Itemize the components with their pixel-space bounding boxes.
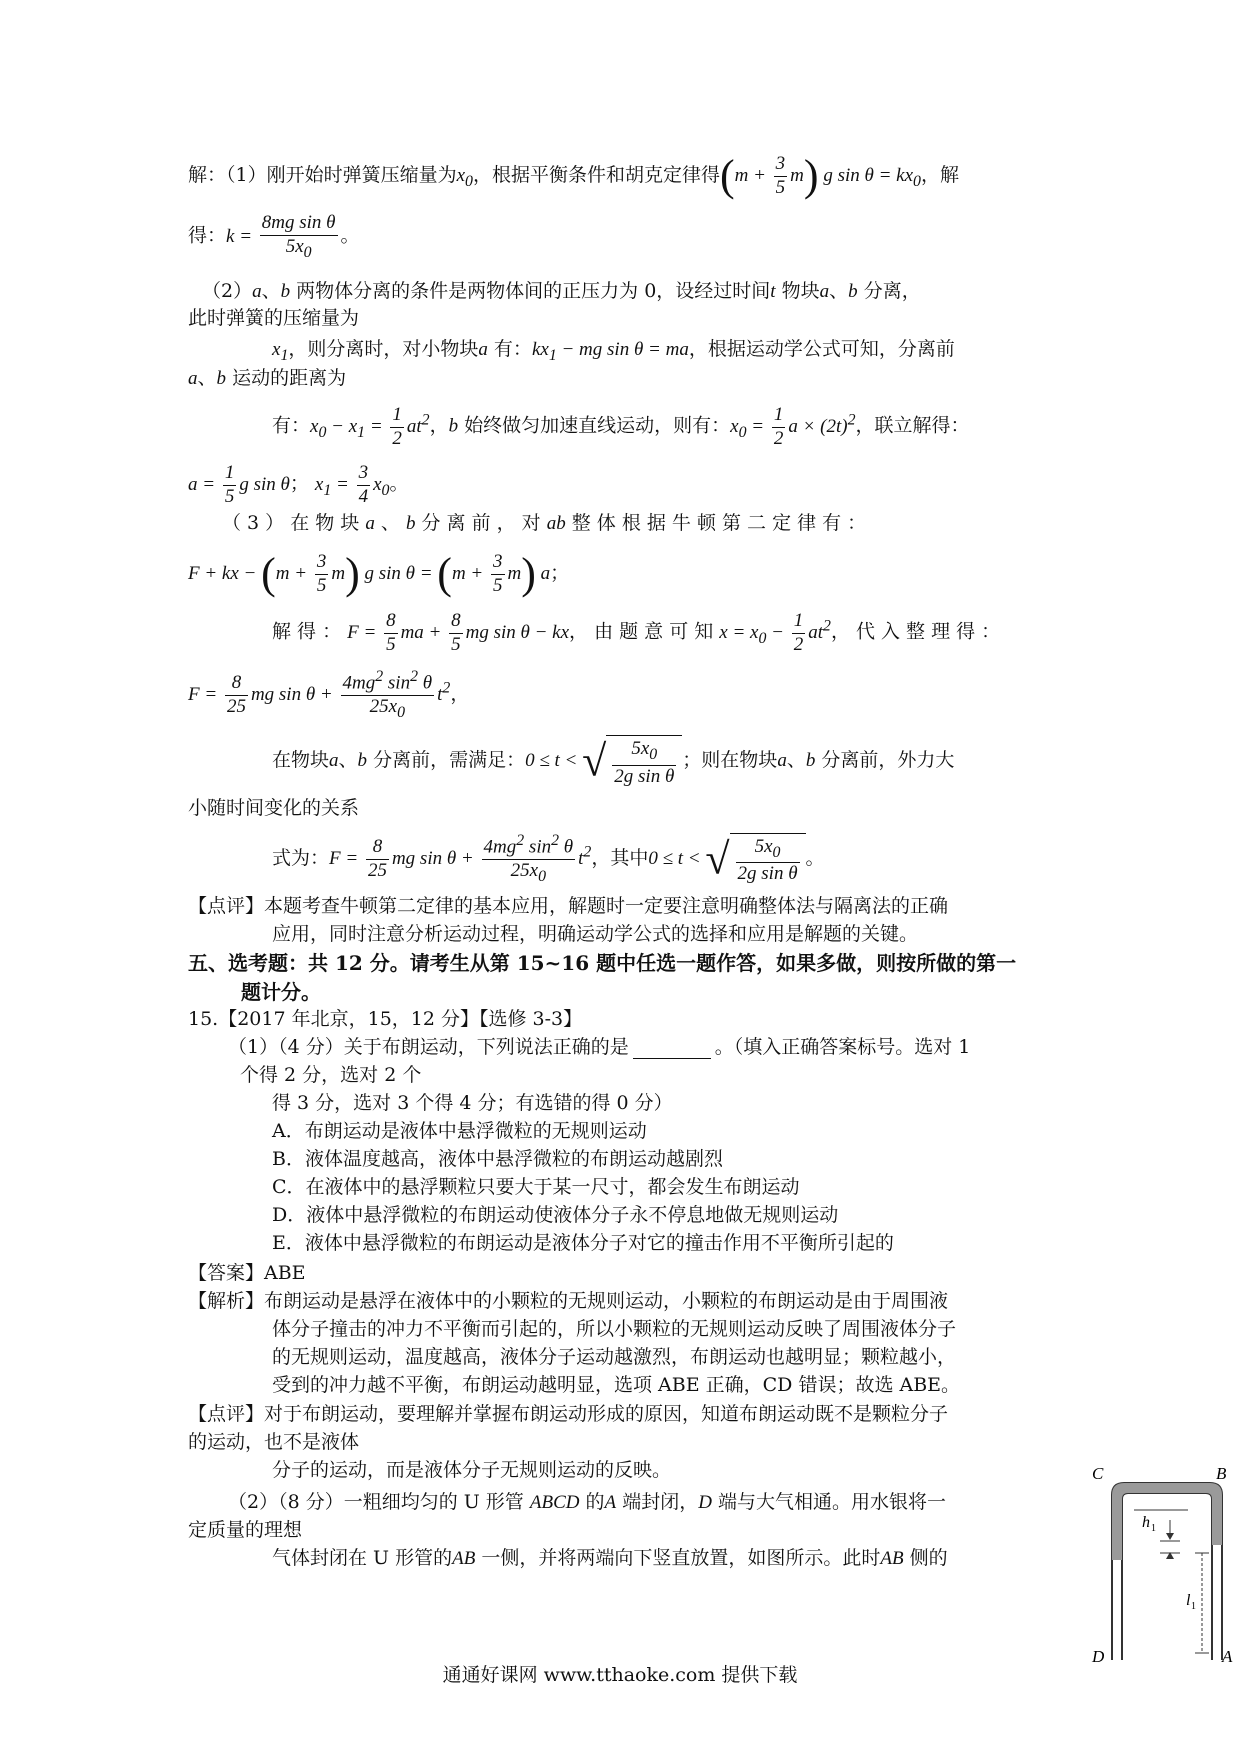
- option-b: B．液体温度越高，液体中悬浮微粒的布朗运动越剧烈: [272, 1148, 723, 1170]
- label-l1-sub: 1: [1191, 1601, 1196, 1612]
- comment1-line2: 应用，同时注意分析运动过程，明确运动学公式的选择和应用是解题的关键。: [272, 923, 919, 945]
- equation-F-final: F = $\frac{8}{25}$ mg sin θ + $\frac{4mg^2 \sin^2 \theta}{25x_0}$ $t^2$: [329, 832, 592, 885]
- solution-part3-line6: 小随时间变化的关系: [188, 797, 360, 819]
- option-a: A．布朗运动是液体中悬浮微粒的无规则运动: [272, 1120, 647, 1142]
- equation-balance: (m + $\frac{3}{5}$ m) g $\sin \theta = kx_0$: [719, 151, 921, 200]
- comment2-line3: 分子的运动，而是液体分子无规则运动的反映。: [272, 1459, 672, 1481]
- label-h1-sub: 1: [1151, 1523, 1156, 1534]
- solution-part3-line5: 在物块a、b 分离前，需满足：0 ≤ t < √ $\frac{5x_0}{\text{2g sin θ}}$ ；则在物块a、b 分离前，外力大: [272, 736, 955, 787]
- solution-part2-line6: a = $\frac{1}{5}$ g sin θ； $x_1$ = $\frac{3}{4}$ $x_0$。: [188, 462, 409, 507]
- solution-part3-line3: 解 得 ： F = $\frac{8}{5}$ ma + $\frac{8}{5}$ mg sin θ − kx， 由 题 意 可 知 $x = x_0$ − $\frac{1}{2}$ $at^2$， 代 入 整 理 得 ：: [272, 610, 1001, 655]
- option-d: D．液体中悬浮微粒的布朗运动使液体分子永不停息地做无规则运动: [272, 1204, 839, 1226]
- solution-part3-line1: （ 3 ） 在 物 块 a 、 b 分 离 前 ， 对 ab 整 体 根 据 牛 顿 第 二 定 律 有 ：: [222, 512, 867, 534]
- u-tube-figure: [1090, 1465, 1235, 1665]
- comment2-line1: 【点评】对于布朗运动，要理解并掌握布朗运动形成的原因，知道布朗运动既不是颗粒分子: [188, 1403, 949, 1425]
- equation-x1: $x_1$ = $\frac{3}{4}$ $x_0$: [314, 462, 390, 507]
- equation-k: k = $\frac{\text{8mg sin θ}}{5x_0}$: [226, 212, 336, 261]
- solution-part2-line1: （2）a、b 两物体分离的条件是两物体间的正压力为 0，设经过时间t 物块a、b 分离，: [202, 280, 921, 302]
- option-e: E．液体中悬浮微粒的布朗运动是液体分子对它的撞击作用不平衡所引起的: [272, 1232, 894, 1254]
- q15-part1-line2: 个得 2 分，选对 2 个: [240, 1064, 422, 1086]
- equation-F1: F = $\frac{8}{5}$ ma + $\frac{8}{5}$ mg sin θ − kx: [347, 610, 570, 655]
- solution-part1-line2: 得：k = $\frac{\text{8mg sin θ}}{5x_0}$ 。: [188, 212, 360, 261]
- label-D: D: [1092, 1647, 1105, 1665]
- solution-part1-line1: 解：（1）刚开始时弹簧压缩量为$x_0$，根据平衡条件和胡克定律得(m + $\frac{3}{5}$ m) g $\sin \theta = kx_0$，解: [188, 151, 959, 200]
- equation-a: a = $\frac{1}{5}$ g sin θ: [188, 462, 290, 507]
- label-A: A: [1222, 1647, 1233, 1665]
- equation-x: $x = x_0$ − $\frac{1}{2}$ $at^2$: [719, 610, 831, 655]
- option-c: C．在液体中的悬浮颗粒只要大于某一尺寸，都会发生布朗运动: [272, 1176, 800, 1198]
- equation-F2: F = $\frac{8}{25}$ mg sin θ + $\frac{4mg^2 \sin^2 \theta}{25x_0}$ $t^2$: [188, 668, 451, 721]
- answer: 【答案】ABE: [188, 1262, 306, 1284]
- label-C: C: [1092, 1465, 1104, 1483]
- analysis-line3: 的无规则运动，温度越高，液体分子运动越激烈，布朗运动也越明显；颗粒越小，: [272, 1346, 957, 1368]
- equation-distance: $x_0 - x_1$ = $\frac{1}{2}$ $at^2$: [310, 404, 430, 449]
- math-x0: $x_0$: [456, 164, 473, 190]
- solution-part3-line7: 式为：F = $\frac{8}{25}$ mg sin θ + $\frac{4mg^2 \sin^2 \theta}{25x_0}$ $t^2$，其中0 ≤ t < √ $\frac{5x_0}{\text{2g sin θ}}$ 。: [272, 832, 825, 885]
- q15-part2-line3: 气体封闭在 U 形管的AB 一侧，并将两端向下竖直放置，如图所示。此时AB 侧的: [272, 1547, 948, 1569]
- analysis-line1: 【解析】布朗运动是悬浮在液体中的小颗粒的无规则运动，小颗粒的布朗运动是由于周围液: [188, 1290, 949, 1312]
- solution-part3-line2: F + kx − (m + $\frac{3}{5}$ m) g sin θ = (m + $\frac{3}{5}$ m) a；: [188, 549, 570, 598]
- label-l1: l: [1186, 1592, 1191, 1609]
- q15-part1-line3: 得 3 分，选对 3 个得 4 分；有选错的得 0 分）: [272, 1092, 673, 1114]
- label-B: B: [1216, 1465, 1227, 1483]
- answer-blank[interactable]: [633, 1040, 711, 1059]
- q15-header: 15.【2017 年北京，15，12 分】【选修 3-3】: [188, 1008, 583, 1030]
- section5-title-cont: 题计分。: [241, 980, 321, 1004]
- page-footer: 通通好课网 www.tthaoke.com 提供下载: [442, 1664, 798, 1686]
- section5-title: 五、选考题：共 12 分。请考生从第 15~16 题中任选一题作答，如果多做，则按所做的第一: [188, 951, 1017, 975]
- solution-part2-line2: 此时弹簧的压缩量为: [188, 307, 360, 329]
- analysis-line4: 受到的冲力越不平衡，布朗运动越明显，选项 ABE 正确，CD 错误；故选 ABE。: [272, 1374, 961, 1396]
- q15-part2-line1: （2）（8 分）一粗细均匀的 U 形管 ABCD 的A 端封闭，D 端与大气相通。用水银将一: [228, 1491, 946, 1513]
- equation-newton: F + kx − (m + $\frac{3}{5}$ m) g sin θ = (m + $\frac{3}{5}$ m) a: [188, 549, 551, 598]
- inequality-t: 0 ≤ t < √ $\frac{5x_0}{\text{2g sin θ}}$: [525, 750, 682, 771]
- q15-part1-line1: （1）（4 分）关于布朗运动，下列说法正确的是 。（填入正确答案标号。选对 1: [228, 1036, 971, 1058]
- label-h1: h: [1142, 1514, 1150, 1531]
- comment2-line2: 的运动，也不是液体: [188, 1431, 360, 1453]
- solution-part2-line3: $x_1$，则分离时，对小物块a 有：$kx_1$ − mg sin θ = ma，根据运动学公式可知，分离前: [272, 338, 955, 364]
- u-tube-diagram: [1090, 1465, 1235, 1665]
- solution-part2-line4: a、b 运动的距离为: [188, 367, 347, 389]
- equation-x0: $x_0$ = $\frac{1}{2}$ $a \times (2t)^2$: [730, 404, 856, 449]
- inequality-t-final: 0 ≤ t < √ $\frac{5x_0}{\text{2g sin θ}}$: [648, 848, 805, 869]
- comment1-line1: 【点评】本题考查牛顿第二定律的基本应用，解题时一定要注意明确整体法与隔离法的正确: [188, 895, 949, 917]
- equation-separation: $kx_1$ − mg sin θ = ma: [531, 339, 689, 364]
- analysis-line2: 体分子撞击的冲力不平衡而引起的，所以小颗粒的无规则运动反映了周围液体分子: [272, 1318, 957, 1340]
- q15-part2-line2: 定质量的理想: [188, 1519, 303, 1541]
- solution-part3-line4: F = $\frac{8}{25}$ mg sin θ + $\frac{4mg^2 \sin^2 \theta}{25x_0}$ $t^2$，: [188, 668, 470, 721]
- solution-part2-line5: 有：$x_0 - x_1$ = $\frac{1}{2}$ $at^2$，b 始终做匀加速直线运动，则有：$x_0$ = $\frac{1}{2}$ $a \times (2t)^2$，联立解得：: [272, 404, 970, 449]
